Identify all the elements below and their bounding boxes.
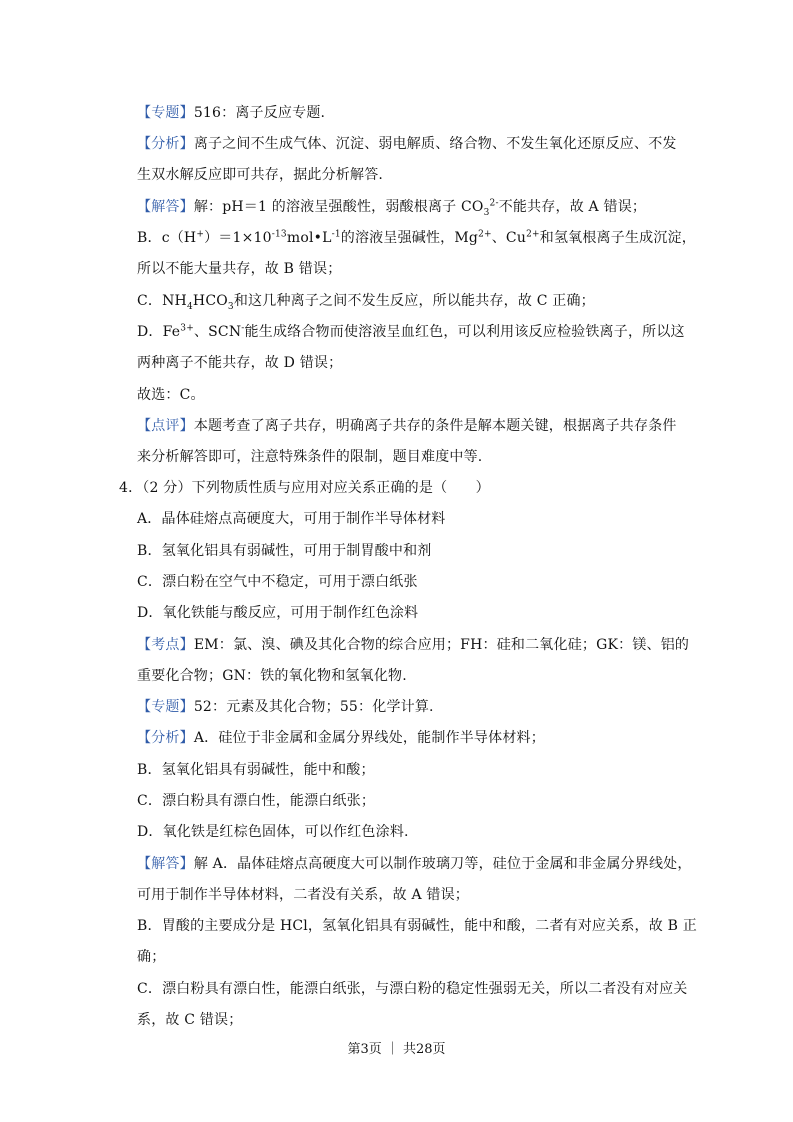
analysis-line-1: 【分析】离子之间不生成气体、沉淀、弱电解质、络合物、不发生氧化还原反应、不发 bbox=[137, 136, 677, 152]
analysis-q4-line-2: B．氢氧化铝具有弱碱性，能中和酸； bbox=[137, 762, 375, 778]
comment-line-1: 【点评】本题考查了离子共存，明确离子共存的条件是解本题关键，根据离子共存条件 bbox=[137, 418, 677, 434]
answer-q4-line-4: 确； bbox=[137, 949, 166, 965]
exam-point-line-1: 【考点】EM：氯、溴、碘及其化合物的综合应用；FH：硅和二氧化硅；GK：镁、铝的 bbox=[137, 637, 690, 653]
answer-q4-line-1: 【解答】解 A．晶体硅熔点高硬度大可以制作玻璃刀等，硅位于金属和非金属分界线处， bbox=[137, 856, 692, 872]
exam-point-line-2: 重要化合物；GN：铁的氧化物和氢氧化物. bbox=[137, 668, 407, 684]
answer-q4-line-2: 可用于制作半导体材料，二者没有关系，故 A 错误； bbox=[137, 887, 470, 903]
tag-comment: 【点评】 bbox=[137, 418, 194, 434]
analysis-q4-line-4: D．氧化铁是红棕色固体，可以作红色涂料. bbox=[137, 824, 409, 840]
tag-answer: 【解答】 bbox=[137, 199, 194, 215]
special-line-2: 【专题】52：元素及其化合物；55：化学计算. bbox=[137, 699, 434, 715]
option-c: C．漂白粉在空气中不稳定，可用于漂白纸张 bbox=[137, 574, 418, 590]
analysis-q4-line-3: C．漂白粉具有漂白性，能漂白纸张； bbox=[137, 793, 376, 809]
tag-special-2: 【专题】 bbox=[137, 699, 194, 715]
page-footer: 第3页 ｜ 共28页 bbox=[347, 1042, 446, 1057]
comment-line-2: 来分析解答即可，注意特殊条件的限制，题目难度中等. bbox=[137, 449, 483, 465]
answer-line-1: 【解答】解：pH＝1 的溶液呈强酸性，弱酸根离子 $CO_3^{2-}$不能共存，故 A 错误； bbox=[137, 198, 647, 218]
tag-special: 【专题】 bbox=[137, 105, 194, 121]
answer-line-b: B．$c(H^+)=1\times 10^{-13}mol•L^{-1}$的溶液呈强碱性，$Mg^{2+}$、$Cu^{2+}$和氢氧根离子生成沉淀， bbox=[137, 229, 696, 246]
question-4-stem: 4．（2 分）下列物质性质与应用对应关系正确的是（ ） bbox=[119, 480, 490, 496]
analysis-line-2: 生双水解反应即可共存，据此分析解答. bbox=[137, 167, 384, 183]
answer-line-d: D．$Fe^{3+}$、SCN-能生成络合物而使溶液呈血红色，可以利用该反应检验铁离子，所以这 bbox=[137, 323, 685, 340]
answer-q4-line-5: C．漂白粉具有漂白性，能漂白纸张，与漂白粉的稳定性强弱无关，所以二者没有对应关 bbox=[137, 981, 688, 997]
tag-analysis-2: 【分析】 bbox=[137, 730, 194, 746]
tag-analysis: 【分析】 bbox=[137, 136, 194, 152]
option-b: B．氢氧化铝具有弱碱性，可用于制胃酸中和剂 bbox=[137, 543, 432, 559]
answer-line-d2: 两种离子不能共存，故 D 错误； bbox=[137, 355, 343, 371]
choice-line: 故选：C。 bbox=[137, 387, 205, 403]
answer-q4-line-6: 系，故 C 错误； bbox=[137, 1012, 243, 1028]
special-line-1: 【专题】516：离子反应专题. bbox=[137, 105, 326, 121]
answer-line-c: C．$NH_4HCO_3$和这几种离子之间不发生反应，所以能共存，故 C 正确； bbox=[137, 293, 595, 312]
analysis-q4-line-1: 【分析】A．硅位于非金属和金属分界线处，能制作半导体材料； bbox=[137, 730, 545, 746]
tag-exam-point: 【考点】 bbox=[137, 637, 194, 653]
answer-q4-line-3: B．胃酸的主要成分是 HCl，氢氧化铝具有弱碱性，能中和酸，二者有对应关系，故 B 正 bbox=[137, 918, 697, 934]
answer-line-b2: 所以不能大量共存，故 B 错误； bbox=[137, 261, 342, 277]
option-a: A．晶体硅熔点高硬度大，可用于制作半导体材料 bbox=[137, 511, 446, 527]
tag-answer-2: 【解答】 bbox=[137, 856, 194, 872]
option-d: D．氧化铁能与酸反应，可用于制作红色涂料 bbox=[137, 605, 419, 621]
